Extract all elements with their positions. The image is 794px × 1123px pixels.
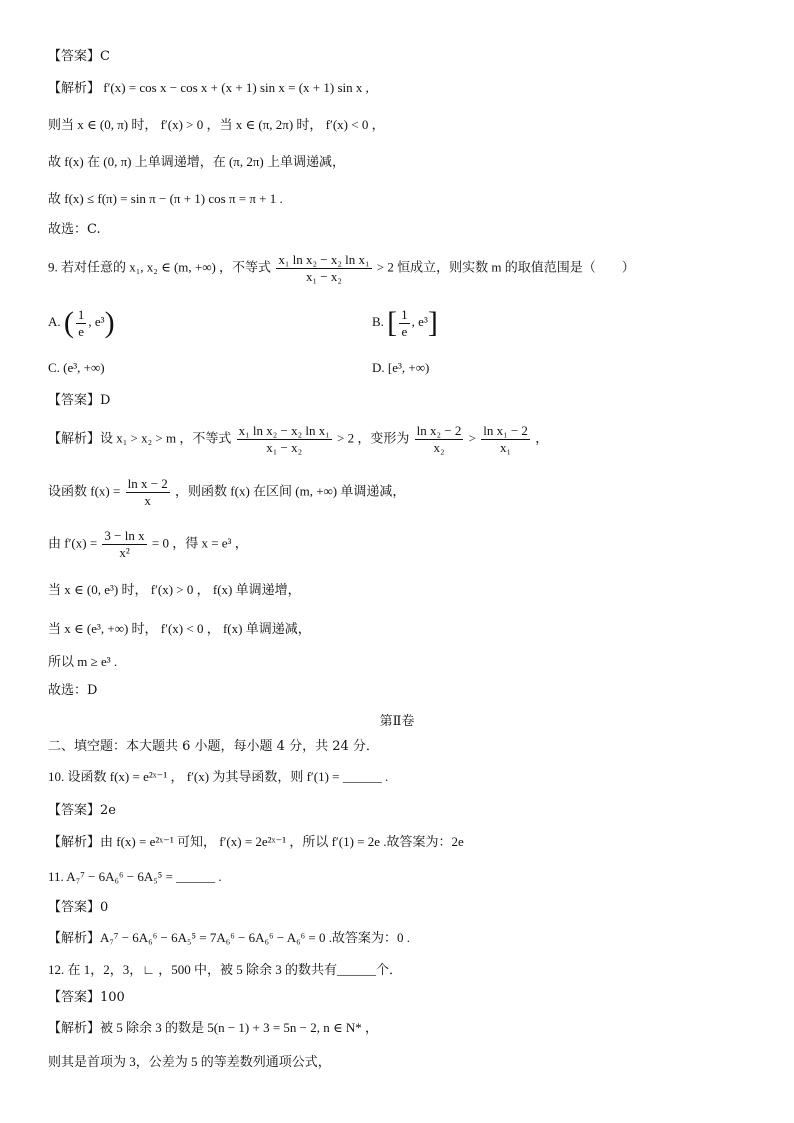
q8-solution-line-4: 故 f(x) ≤ f(π) = sin π − (π + 1) cos π = π + 1 . [48, 191, 283, 206]
q9-sol1-fraction-2 [415, 423, 464, 456]
q9-sol3-frac-den: x² [119, 545, 130, 560]
q9-sol3-fraction [102, 528, 146, 561]
q9-option-a-numerator: 1 [77, 306, 85, 322]
q9-solution-line-5: 当 x ∈ (e³, +∞) 时， f′(x) < 0 ， f(x) 单调递减， [48, 621, 311, 636]
q9-solution-line-6: 所以 m ≥ e³ . [48, 654, 118, 669]
q9-solution-line-1 [48, 423, 548, 456]
q9-stem-fraction-numerator: x₁ ln x₂ − x₂ ln x₁ [278, 252, 370, 267]
q9-option-b: B. [ $\frac{1}{e}$ , e³] [372, 306, 438, 339]
q9-solution-line-4: 当 x ∈ (0, e³) 时， f′(x) > 0 ， f(x) 单调递增， [48, 582, 301, 597]
q9-choice-conclusion: 故选：D [48, 683, 98, 698]
q9-option-a: A. ( $\frac{1}{e}$ , e³) [48, 306, 115, 339]
q9-sol3-text-b: = 0 ，得 x = e³ ， [151, 535, 248, 551]
q9-stem [48, 252, 635, 285]
q9-sol3-text-a: 由 f′(x) = [48, 535, 98, 551]
q8-solution-line-3: 故 f(x) 在 (0, π) 上单调递增，在 (π, 2π) 上单调递减， [48, 154, 345, 169]
q9-sol1-frac3-num: ln x₁ − 2 [483, 423, 528, 438]
q8-answer: 【答案】C [48, 49, 110, 64]
q9-option-a-fraction [76, 307, 87, 340]
q9-sol2-frac-den: x [144, 493, 151, 508]
q9-stem-part-a: 9. 若对任意的 x₁, x₂ ∈ (m, +∞) ，不等式 [48, 259, 272, 275]
fill-in-section-heading: 二、填空题：本大题共 6 小题，每小题 4 分，共 24 分． [48, 739, 379, 754]
q9-sol2-text-a: 设函数 f(x) = [48, 483, 121, 499]
q9-sol1-text-a: 【解析】设 x₁ > x₂ > m ，不等式 [48, 430, 232, 446]
q12-solution-line-1: 【解析】被 5 除余 3 的数是 5(n − 1) + 3 = 5n − 2, n ∈ N* ， [48, 1020, 378, 1035]
q10-answer: 【答案】2e [48, 803, 116, 818]
q11-stem: 11. A₇⁷ − 6A₆⁶ − 6A₅⁵ = ______ . [48, 869, 222, 884]
q9-option-b-numerator: 1 [401, 306, 408, 322]
q11-answer: 【答案】0 [48, 900, 109, 915]
q9-sol1-frac3-den: x₁ [500, 440, 512, 455]
q8-solution-line-2: 则当 x ∈ (0, π) 时， f′(x) > 0 ，当 x ∈ (π, 2π) 时， f′(x) < 0 ， [48, 117, 385, 132]
q9-sol1-text-c: > [468, 430, 476, 446]
q9-sol3-frac-num: 3 − ln x [104, 528, 145, 543]
q8-choice-conclusion: 故选：C. [48, 222, 101, 237]
q9-option-b-denominator: e [401, 323, 408, 339]
q9-answer: 【答案】D [48, 393, 111, 408]
q11-solution: 【解析】A₇⁷ − 6A₆⁶ − 6A₅⁵ = 7A₆⁶ − 6A₆⁶ − A₆⁶ = 0 .故答案为：0 . [48, 930, 410, 945]
q9-option-c: C. (e³, +∞) [48, 360, 105, 375]
q12-answer: 【答案】100 [48, 990, 125, 1005]
q9-option-b-tail: , e³ [411, 313, 428, 329]
q9-sol1-frac1-den: x₁ − x₂ [266, 440, 303, 455]
q9-stem-fraction-denominator: x₁ − x₂ [305, 269, 342, 284]
q9-sol1-fraction-1 [237, 423, 332, 456]
part-two-title: 第Ⅱ卷 [379, 714, 415, 729]
q9-sol1-text-b: > 2 ，变形为 [337, 430, 410, 446]
q9-stem-part-b: > 2 恒成立，则实数 m 的取值范围是（ ） [376, 259, 635, 275]
q9-sol2-frac-num: ln x − 2 [127, 476, 168, 491]
q10-stem: 10. 设函数 f(x) = e²ˣ⁻¹ ， f′(x) 为其导函数，则 f′(1) = ______ . [48, 769, 389, 784]
q9-sol1-text-d: ， [535, 430, 549, 446]
q8-solution-line-1: 【解析】 f′(x) = cos x − cos x + (x + 1) sin x = (x + 1) sin x , [48, 80, 369, 95]
q9-sol2-fraction [126, 476, 170, 509]
q9-option-a-denominator: e [78, 323, 85, 339]
q9-option-a-tail: , e³ [88, 313, 105, 329]
q9-option-b-fraction [399, 307, 410, 340]
q9-sol2-text-b: ，则函数 f(x) 在区间 (m, +∞) 单调递减， [175, 483, 406, 499]
q9-stem-fraction [276, 252, 371, 285]
q9-solution-line-3 [48, 528, 248, 561]
q9-sol1-frac1-num: x₁ ln x₂ − x₂ ln x₁ [238, 423, 330, 438]
q12-solution-line-2: 则其是首项为 3，公差为 5 的等差数列通项公式， [48, 1054, 331, 1069]
q9-solution-line-2 [48, 476, 405, 509]
q9-option-a-label: A. [48, 313, 61, 329]
q9-option-d: D. [e³, +∞) [372, 360, 430, 375]
q12-stem: 12. 在 1，2，3，∟ ，500 中，被 5 除余 3 的数共有______个． [48, 962, 402, 977]
q9-sol1-fraction-3 [481, 423, 530, 456]
q9-sol1-frac2-num: ln x₂ − 2 [416, 423, 462, 438]
q10-solution: 【解析】由 f(x) = e²ˣ⁻¹ 可知， f′(x) = 2e²ˣ⁻¹ ，所以 f′(1) = 2e .故答案为：2e [48, 834, 464, 849]
q9-sol1-frac2-den: x₂ [433, 440, 445, 455]
q9-option-b-label: B. [372, 313, 384, 329]
